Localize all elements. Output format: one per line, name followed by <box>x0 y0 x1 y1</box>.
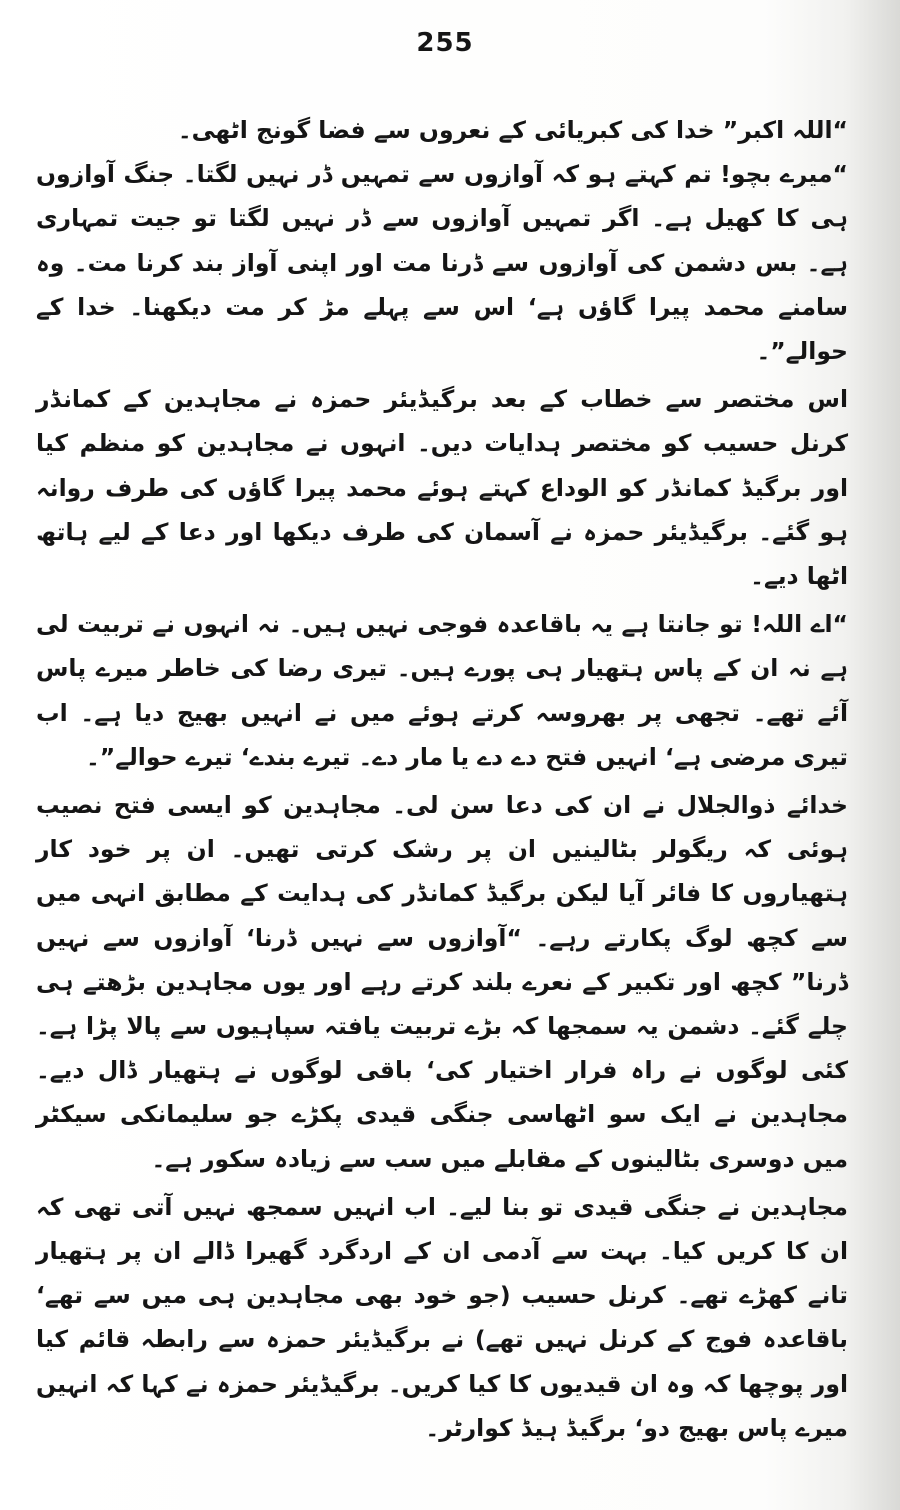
paragraph-1: “اللہ اکبر” خدا کی کبریائی کے نعروں سے فضا گونج اٹھی۔ <box>177 116 848 144</box>
paragraph-5: خدائے ذوالجلال نے ان کی دعا سن لی۔ مجاہدین کو ایسی فتح نصیب ہوئی کہ ریگولر بٹالینیں ان پر رشک کرتی تھیں۔ ان پر خود کار ہتھیاروں کا فائر آیا لیکن برگیڈ کمانڈر کی ہدایت کے مطابق انہی میں سے کچھ لوگ پکارتے رہے۔ “آوازوں سے نہیں ڈرنا‘ آوازوں سے نہیں ڈرنا” کچھ اور تکبیر کے نعرے بلند کرتے رہے اور یوں مجاہدین بڑھتے ہی چلے گئے۔ دشمن یہ سمجھا کہ بڑے تربیت یافتہ سپاہیوں سے پالا پڑا ہے۔ کئی لوگوں نے راہ فرار اختیار کی‘ باقی لوگوں نے ہتھیار ڈال دیے۔ مجاہدین نے ایک سو اٹھاسی جنگی قیدی پکڑے جو سلیمانکی سیکٹر میں دوسری بٹالینوں کے مقابلے میں سب سے زیادہ سکور ہے۔ <box>36 791 848 1173</box>
body-text <box>36 108 848 1450</box>
paragraph-2: “میرے بچو! تم کہتے ہو کہ آوازوں سے تمہیں ڈر نہیں لگتا۔ جنگ آوازوں ہی کا کھیل ہے۔ اگر تمہیں آوازوں سے ڈر نہیں لگتا تو جیت تمہاری ہے۔ بس دشمن کی آوازوں سے ڈرنا مت اور اپنی آواز بند کرنا مت۔ وہ سامنے محمد پیرا گاؤں ہے‘ اس سے پہلے مڑ کر مت دیکھنا۔ خدا کے حوالے”۔ <box>36 160 848 366</box>
paragraph-4: “اے اللہ! تو جانتا ہے یہ باقاعدہ فوجی نہیں ہیں۔ نہ انہوں نے تربیت لی ہے نہ ان کے پاس ہتھیار ہی پورے ہیں۔ تیری رضا کی خاطر میرے پاس آئے تھے۔ تجھی پر بھروسہ کرتے ہوئے میں نے انہیں بھیج دیا ہے۔ اب تیری مرضی ہے‘ انہیں فتح دے دے یا مار دے۔ تیرے بندے‘ تیرے حوالے”۔ <box>36 610 848 771</box>
paragraph-3: اس مختصر سے خطاب کے بعد برگیڈیئر حمزہ نے مجاہدین کے کمانڈر کرنل حسیب کو مختصر ہدایات دیں۔ انہوں نے مجاہدین کو منظم کیا اور برگیڈ کمانڈر کو الوداع کہتے ہوئے محمد پیرا گاؤں کی طرف روانہ ہو گئے۔ برگیڈیئر حمزہ نے آسمان کی طرف دیکھا اور دعا کے لیے ہاتھ اٹھا دیے۔ <box>36 385 848 591</box>
paragraph-6: مجاہدین نے جنگی قیدی تو بنا لیے۔ اب انہیں سمجھ نہیں آتی تھی کہ ان کا کریں کیا۔ بہت سے آدمی ان کے اردگرد گھیرا ڈالے ان پر ہتھیار تانے کھڑے تھے۔ کرنل حسیب (جو خود بھی مجاہدین ہی میں سے تھے‘ باقاعدہ فوج کے کرنل نہیں تھے) نے برگیڈیئر حمزہ سے رابطہ قائم کیا اور پوچھا کہ وہ ان قیدیوں کا کیا کریں۔ برگیڈیئر حمزہ نے کہا کہ انہیں میرے پاس بھیج دو‘ برگیڈ ہیڈ کوارٹر۔ <box>36 1192 848 1442</box>
page-number: 255 <box>416 28 474 58</box>
